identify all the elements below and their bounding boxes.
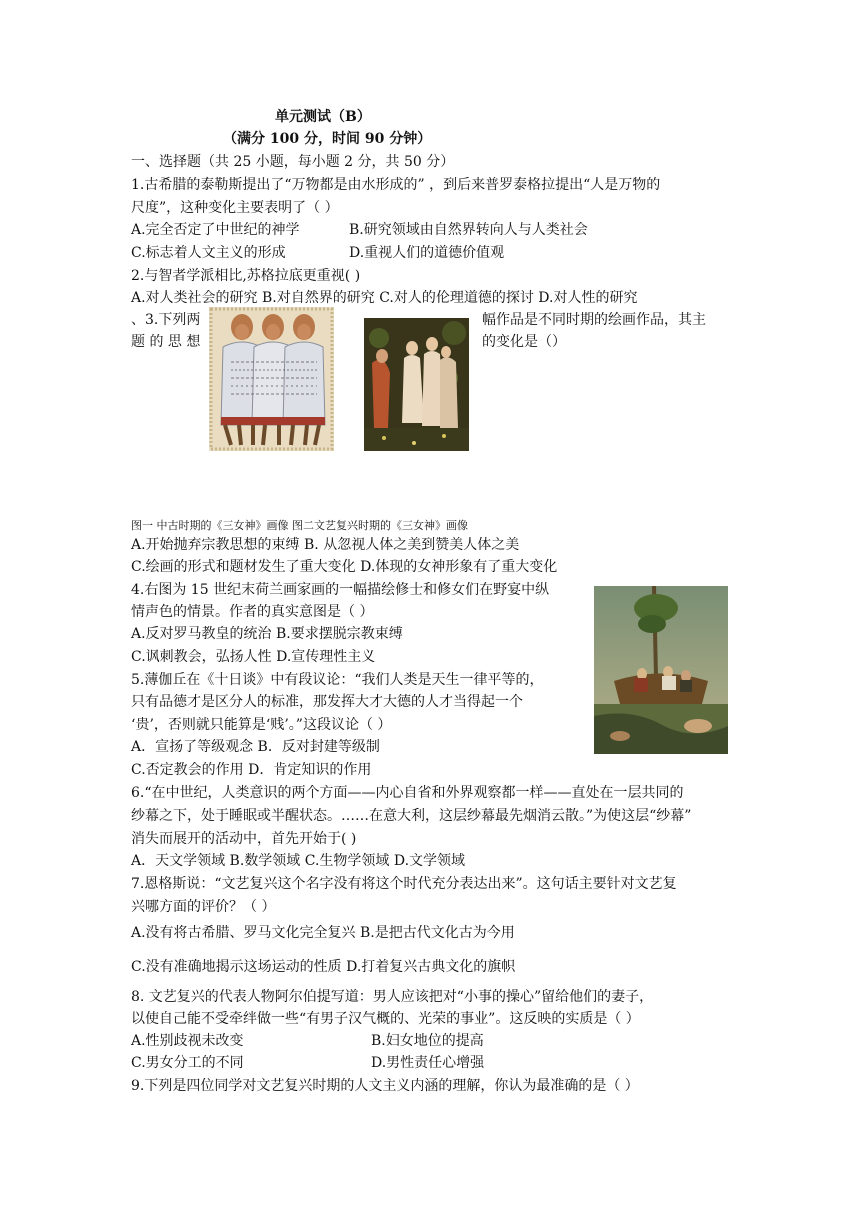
q1-option-a: A.完全否定了中世纪的神学 — [131, 222, 300, 238]
q5-stem-line3: ‘贵’，否则就只能算是‘贱’。”这段议论（ ） — [131, 717, 392, 733]
q2-options: A.对人类社会的研究 B.对自然界的研究 C.对人的伦理道德的探讨 D.对人性的研究 — [131, 290, 638, 306]
doc-title: 单元测试（B） — [275, 109, 371, 125]
q8-option-a: A.性别歧视未改变 — [131, 1033, 244, 1049]
q3-stem-left2: 题 的 思 想 — [131, 334, 201, 350]
q7-stem-line1: 7.恩格斯说：“文艺复兴这个名字没有将这个时代充分表达出来”。这句话主要针对文艺复 — [131, 876, 677, 892]
q3-stem-right1: 幅作品是不同时期的绘画作品，其主 — [482, 312, 706, 328]
q3-image-caption: 图一 中古时期的《三女神》画像 图二文艺复兴时期的《三女神》画像 — [131, 519, 468, 532]
q3-options-ab: A.开始抛弃宗教思想的束缚 B. 从忽视人体之美到赞美人体之美 — [131, 537, 520, 553]
renaissance-three-graces-painting — [364, 318, 469, 451]
q6-stem-line2: 纱幕之下，处于睡眠或半醒状态。……在意大利，这层纱幕最先烟消云散。”为使这层“纱幕” — [131, 808, 692, 824]
section-heading: 一、选择题（共 25 小题，每小题 2 分，共 50 分） — [131, 154, 455, 170]
q9-stem: 9.下列是四位同学对文艺复兴时期的人文主义内涵的理解，你认为最准确的是（ ） — [131, 1078, 639, 1094]
q6-stem-line3: 消失而展开的活动中，首先开始于( ) — [131, 831, 357, 847]
q8-stem-line1: 8. 文艺复兴的代表人物阿尔伯提写道：男人应该把对“小事的操心”留给他们的妻子， — [131, 989, 654, 1005]
q8-option-d: D.男性责任心增强 — [371, 1055, 485, 1071]
q3-stem-left1: 、3.下列两 — [131, 312, 201, 328]
q1-option-b: B.研究领域由自然界转向人与人类社会 — [349, 222, 588, 238]
q8-stem-line2: 以使自己能不受牵绊做一些“有男子汉气概的、光荣的事业”。这反映的实质是（ ） — [131, 1011, 640, 1027]
q5-options-ab: A．宣扬了等级观念 B．反对封建等级制 — [131, 739, 380, 755]
q1-stem-line2: 尺度”，这种变化主要表明了（ ） — [131, 200, 339, 216]
q8-option-c: C.男女分工的不同 — [131, 1055, 244, 1071]
q8-option-b: B.妇女地位的提高 — [371, 1033, 484, 1049]
q4-options-ab: A.反对罗马教皇的统治 B.要求摆脱宗教束缚 — [131, 626, 403, 642]
medieval-three-goddesses-painting — [209, 307, 334, 451]
q1-option-d: D.重视人们的道德价值观 — [349, 245, 505, 261]
q6-stem-line1: 6.“在中世纪，人类意识的两个方面——内心自省和外界观察都一样——直处在一层共同的 — [131, 785, 684, 801]
q1-stem-line1: 1.古希腊的泰勒斯提出了“万物都是由水形成的” ，到后来普罗泰格拉提出“人是万物的 — [131, 177, 661, 193]
q2-stem: 2.与智者学派相比,苏格拉底更重视( ) — [131, 268, 361, 284]
q7-options-ab: A.没有将古希腊、罗马文化完全复兴 B.是把古代文化古为今用 — [131, 925, 515, 941]
q5-stem-line2: 只有品德才是区分人的标准，那发挥大才大德的人才当得起一个 — [131, 694, 523, 710]
q4-stem-line2: 情声色的情景。作者的真实意图是（ ） — [131, 604, 374, 620]
q3-stem-right2: 的变化是（） — [482, 334, 566, 350]
q4-options-cd: C.讽刺教会，弘扬人性 D.宣传理性主义 — [131, 649, 376, 665]
q1-option-c: C.标志着人文主义的形成 — [131, 245, 286, 261]
q4-stem-line1: 4.右图为 15 世纪末荷兰画家画的一幅描绘修士和修女们在野宴中纵 — [131, 582, 550, 598]
q7-options-cd: C.没有准确地揭示这场运动的性质 D.打着复兴古典文化的旗帜 — [131, 959, 516, 975]
q3-options-cd: C.绘画的形式和题材发生了重大变化 D.体现的女神形象有了重大变化 — [131, 559, 558, 575]
q7-stem-line2: 兴哪方面的评价？（ ） — [131, 899, 276, 915]
q5-options-cd: C.否定教会的作用 D．肯定知识的作用 — [131, 762, 372, 778]
q6-options: A．天文学领域 B.数学领域 C.生物学领域 D.文学领域 — [131, 853, 466, 869]
q5-stem-line1: 5.薄伽丘在《十日谈》中有段议论：“我们人类是天生一律平等的， — [131, 672, 544, 688]
ship-of-fools-painting — [594, 586, 728, 754]
doc-subtitle: （满分 100 分，时间 90 分钟） — [223, 131, 432, 147]
